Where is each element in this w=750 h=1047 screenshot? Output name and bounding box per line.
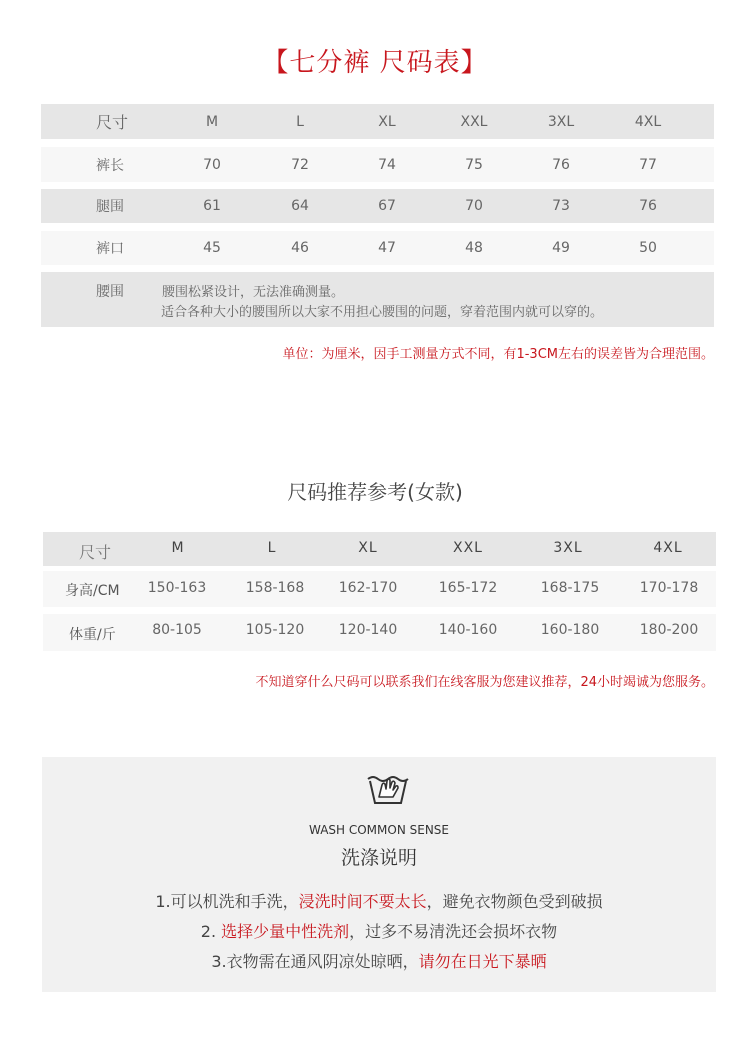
table-cell: 72 bbox=[291, 156, 309, 173]
wash-care-panel bbox=[42, 757, 716, 992]
care-line-1-a: 1.可以机洗和手洗， bbox=[155, 892, 299, 911]
header-m: M bbox=[205, 113, 219, 130]
table-cell: 140-160 bbox=[438, 622, 498, 638]
table-row bbox=[41, 189, 714, 223]
care-line-3 bbox=[42, 949, 716, 972]
table-cell: 105-120 bbox=[245, 622, 305, 638]
table-cell: 170-178 bbox=[639, 580, 699, 596]
header-l: L bbox=[296, 113, 304, 130]
size-chart-header bbox=[41, 104, 714, 139]
table-cell: 74 bbox=[378, 156, 396, 173]
care-line-3-a: 3.衣物需在通风阴凉处晾晒， bbox=[211, 952, 419, 971]
table-cell: 70 bbox=[203, 156, 221, 173]
table-cell: 162-170 bbox=[338, 580, 398, 596]
table-cell: 120-140 bbox=[338, 622, 398, 638]
row-label: 腿围 bbox=[96, 199, 124, 215]
care-line-2-c: ，过多不易清洗还会损坏衣物 bbox=[349, 922, 558, 941]
care-cn-title: 洗涤说明 bbox=[340, 847, 417, 869]
header-label: 尺寸 bbox=[79, 543, 112, 562]
table-cell: 50 bbox=[639, 240, 657, 256]
table-cell: 64 bbox=[291, 198, 309, 214]
table-cell: 77 bbox=[639, 156, 657, 173]
row-label: 裤口 bbox=[96, 241, 124, 257]
row-label: 身高/CM bbox=[65, 583, 120, 599]
table-cell: 76 bbox=[552, 156, 570, 173]
table-row bbox=[43, 614, 716, 651]
table-cell: 180-200 bbox=[639, 622, 699, 638]
table-cell: 47 bbox=[378, 240, 396, 256]
header-xl: XL bbox=[378, 113, 396, 130]
table-cell: 46 bbox=[291, 240, 309, 256]
size-chart-title: 【七分裤 尺码表】 bbox=[262, 48, 488, 78]
table-row bbox=[43, 571, 716, 607]
table-cell: 45 bbox=[203, 240, 221, 256]
waist-note-line2: 适合各种大小的腰围所以大家不用担心腰围的问题，穿着范围内就可以穿的。 bbox=[161, 305, 604, 320]
header-4xl: 4XL bbox=[634, 113, 662, 130]
care-line-2-highlight: 选择少量中性洗剂 bbox=[221, 922, 350, 941]
row-label: 裤长 bbox=[96, 157, 124, 174]
recommend-title: 尺码推荐参考(女款) bbox=[287, 480, 463, 504]
unit-note: 单位：为厘米，因手工测量方式不同，有1-3CM左右的误差皆为合理范围。 bbox=[282, 347, 714, 362]
service-note: 不知道穿什么尺码可以联系我们在线客服为您建议推荐，24小时竭诚为您服务。 bbox=[255, 675, 714, 690]
table-cell: 73 bbox=[552, 198, 570, 214]
table-cell: 67 bbox=[378, 198, 396, 214]
care-line-1-highlight: 浸洗时间不要太长 bbox=[298, 892, 427, 911]
care-line-2 bbox=[42, 919, 716, 942]
header-3xl: 3XL bbox=[547, 113, 575, 130]
table-cell: 158-168 bbox=[245, 580, 305, 596]
table-cell: 70 bbox=[465, 198, 483, 214]
waist-note-line1: 腰围松紧设计，无法准确测量。 bbox=[162, 285, 345, 300]
recommend-header bbox=[43, 532, 716, 566]
table-cell: 75 bbox=[465, 156, 483, 173]
header-4xl: 4XL bbox=[653, 540, 683, 556]
header-xxl: XXL bbox=[460, 113, 488, 130]
row-label: 腰围 bbox=[96, 284, 124, 300]
care-line-3-highlight: 请勿在日光下暴晒 bbox=[418, 952, 547, 971]
table-cell: 160-180 bbox=[540, 622, 600, 638]
care-line-1 bbox=[42, 889, 716, 912]
hand-wash-icon bbox=[365, 767, 411, 807]
table-cell: 80-105 bbox=[152, 622, 202, 638]
header-3xl: 3XL bbox=[553, 540, 583, 556]
care-line-1-c: ，避免衣物颜色受到破损 bbox=[426, 892, 603, 911]
table-cell: 168-175 bbox=[540, 580, 600, 596]
waist-row bbox=[41, 272, 714, 327]
table-cell: 61 bbox=[203, 198, 221, 214]
table-cell: 76 bbox=[639, 198, 657, 214]
table-cell: 49 bbox=[552, 240, 570, 256]
table-cell: 165-172 bbox=[438, 580, 498, 596]
header-l: L bbox=[267, 540, 277, 556]
table-cell: 150-163 bbox=[147, 580, 207, 596]
header-xxl: XXL bbox=[453, 540, 483, 556]
care-line-2-a: 2. bbox=[200, 922, 222, 941]
care-en-title: WASH COMMON SENSE bbox=[308, 823, 449, 837]
table-cell: 48 bbox=[465, 240, 483, 256]
table-row bbox=[41, 231, 714, 265]
table-row bbox=[41, 147, 714, 182]
header-m: M bbox=[171, 540, 185, 556]
header-label: 尺寸 bbox=[96, 113, 129, 132]
row-label: 体重/斤 bbox=[69, 627, 116, 643]
header-xl: XL bbox=[358, 540, 378, 556]
